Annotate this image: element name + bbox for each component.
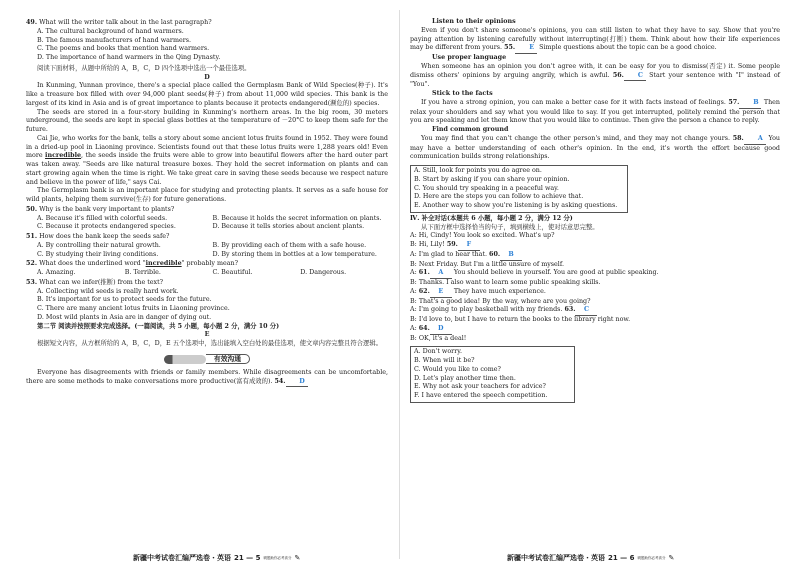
passage-e-intro: Everyone has disagreements with friends or family members. While disagreements can be uncomfortable, there are some methods to make conversations more productive(富有成效的). 54. D [26, 369, 388, 388]
options-box-e [410, 165, 628, 213]
box-option: F. I have entered the speech competition. [414, 392, 548, 399]
page-footer [507, 554, 674, 564]
answer-blank[interactable]: A [744, 135, 766, 145]
page-number: 21 — 5 [234, 554, 261, 563]
question-50 [26, 206, 388, 232]
box-option: A. Still, look for points you do agree on. [414, 167, 542, 174]
passage-e-paragraph: You may find that you can't change the other person's mind, and they may not change yours. 58. A You may have a better understanding of each other's opinion. In the end, it's worth the effort because good communication builds strong relationships. [410, 134, 780, 161]
passage-label-d: D [204, 73, 210, 81]
option-b: B. The famous manufacturers of hand warmers. [37, 36, 192, 44]
option-a: A. The cultural background of hand warmers. [37, 27, 184, 35]
page-footer [133, 554, 300, 564]
underlined-word: incredible [45, 152, 82, 160]
answer-blank[interactable]: A [430, 269, 452, 279]
box-option: E. Why not ask your teachers for advice? [414, 383, 546, 391]
option-a: A. Amazing. [37, 269, 76, 276]
topic-banner [26, 354, 388, 365]
answer-blank[interactable]: B [500, 251, 522, 261]
option-a: A. By controlling their natural growth. [37, 241, 161, 249]
footer-slogan: 刷题助你必考高分 [263, 556, 292, 561]
answer-blank[interactable]: B [739, 99, 761, 109]
question-number: 52. [26, 260, 38, 268]
answer-blank[interactable]: F [458, 241, 480, 251]
box-option: D. Let's play another time then. [414, 374, 516, 382]
section-heading: Stick to the facts [432, 90, 493, 97]
answer-blank[interactable]: D [286, 378, 308, 388]
box-option: C. You should try speaking in a peaceful way. [414, 184, 559, 192]
blank-number: 58. [732, 134, 744, 142]
dialog-line: A: Hi, Cindy! You look so excited. What's up? [410, 232, 555, 240]
blank-number: 57. [728, 98, 740, 106]
question-stem: How does the bank keep the seeds safe? [39, 233, 170, 240]
question-stem: What can we infer(推断) from the text? [39, 278, 164, 286]
answer-blank[interactable]: C [575, 306, 597, 316]
question-stem: What will the writer talk about in the last paragraph? [39, 19, 212, 26]
option-c: C. The poems and books that mention hand warmers. [37, 45, 210, 53]
blank-number: 60. [489, 250, 501, 258]
option-d: D. Because it tells stories about ancient plants. [212, 223, 365, 231]
footer-title: 新疆中考试卷汇编严选卷・英语 [133, 554, 231, 563]
box-option: B. Start by asking if you can share your opinion. [414, 175, 570, 183]
passage-e-paragraph: If you have a strong opinion, you can make a better case for it with facts instead of feelings. 57. B Then relax your shoulders and say what you would like to say. If you get interrupted, politely remind the person that you are speaking and let them know that you would like to continue. Then give the person a chance to reply. [410, 98, 780, 125]
blank-number: 61. [418, 269, 430, 277]
blank-number: 54. [274, 377, 286, 385]
question-number: 49. [26, 19, 38, 26]
option-c: C. There are many ancient lotus fruits in Liaoning province. [37, 305, 230, 312]
passage-e-paragraph: When someone has an opinion you don't agree with, it can be easy for you to dismiss(否定) it. Some people dismiss others' opinions by arguing angrily, which is awful. 56. C Start your sentence with "I" instead of "You". [410, 62, 780, 89]
footer-title: 新疆中考试卷汇编严选卷・英语 [507, 554, 605, 563]
passage-d-paragraph: In Kunming, Yunnan province, there's a special place called the Germplasm Bank of Wild Species(种子). It's like a treasure box filled with over 94,000 plant seeds(种子) from about 11,000 wild species. This bank is the largest of its kind in Asia and is of great importance to plants because it protects endangered(濒危的) species. [26, 82, 388, 107]
question-53 [26, 279, 388, 323]
question-number: 50. [26, 205, 38, 213]
option-a: A. Collecting wild seeds is really hard work. [37, 287, 179, 295]
option-d: D. By storing them in bottles at a low temperature. [212, 250, 377, 258]
answer-blank[interactable]: E [515, 44, 537, 54]
section-4-heading: Ⅳ. 补全对话(本题共 6 小题，每小题 2 分，满分 12 分) [410, 214, 573, 222]
banner-title: 有效沟通 [206, 354, 250, 364]
instruction-4: 从下面方框中选择恰当的句子，填到横线上，使对话意思完整。 [421, 223, 599, 231]
box-option: A. Don't worry. [414, 348, 462, 356]
option-c: C. Beautiful. [212, 269, 253, 276]
box-option: E. Another way to show you're listening is by asking questions. [414, 202, 618, 209]
blank-number: 55. [504, 44, 516, 52]
dialog-line: B: Thanks. I also want to learn some public speaking skills. [410, 279, 601, 286]
blank-number: 56. [612, 71, 624, 79]
options-box-dialog [410, 346, 575, 403]
dialogue [410, 232, 780, 343]
quoted-word: incredible [145, 260, 182, 268]
section-2-heading: 第二节 阅读并按照要求完成选择。(一篇阅读，共 5 小题，每小题 2 分，满分 10 分) [37, 322, 280, 330]
passage-e-paragraph: Even if you don't share someone's opinions, you can still listen to what they have to say. Show that you're paying attention by listening carefully without interrupting(打断) them. Think about how their life experiences may be different from yours. 55. E Simple questions about the topic can be a good choice. [410, 27, 780, 54]
dialog-line: B: Hi, Lily! 59. F [410, 241, 780, 251]
option-d: D. The importance of hand warmers in the Qing Dynasty. [37, 54, 221, 61]
option-c: C. Because it protects endangered species. [37, 223, 176, 231]
question-49 [26, 19, 388, 63]
section-heading: Find common ground [432, 126, 509, 133]
instruction-e: 根据短文内容，从方框所给的 A，B，C，D，E 五个选项中，选出能填入空白处的最佳选项，使文章内容完整且符合逻辑。 [37, 340, 383, 347]
answer-blank[interactable]: C [624, 72, 646, 82]
page-number: 21 — 6 [608, 554, 635, 563]
blank-number: 62. [418, 287, 430, 295]
blank-number: 63. [564, 306, 576, 314]
passage-d-paragraph: The seeds are stored in a four-story building in Kunming's northern areas. In the big room, 30 meters underground, the seeds are kept in special glass bottles at the temperature of －20°C to keep them safe for the future. [26, 108, 388, 133]
dialog-line: B: That's a good idea! By the way, where are you going? [410, 297, 591, 305]
option-d: D. Dangerous. [300, 269, 347, 276]
option-b: B. It's important for us to protect seeds for the future. [37, 296, 212, 304]
right-page [400, 0, 800, 569]
option-c: C. By studying their living conditions. [37, 250, 159, 258]
answer-blank[interactable]: E [430, 288, 452, 298]
question-number: 51. [26, 233, 38, 240]
option-b: B. Terrible. [124, 269, 161, 276]
question-stem: Why is the bank very important to plants? [39, 205, 175, 213]
section-heading: Use proper language [432, 54, 507, 61]
passage-d-paragraph: The Germplasm bank is an important place for studying and protecting plants. It serves as a safe house for wild plants, helping them survive(生存) for future generations. [26, 187, 388, 203]
option-b: B. By providing each of them with a safe house. [212, 241, 367, 249]
dialog-line: A: I'm going to play basketball with my friends. 63. C [410, 306, 780, 316]
question-51 [26, 233, 388, 259]
dialog-line: A: I'm glad to hear that. 60. B [410, 251, 780, 261]
passage-label-e: E [204, 331, 210, 339]
box-option: B. When will it be? [414, 357, 475, 364]
dialog-line: B: Next Friday. But I'm a little unsure of myself. [410, 260, 564, 268]
footer-slogan: 刷题助你必考高分 [637, 556, 666, 561]
blank-number: 64. [418, 324, 430, 332]
question-52: 52. What does the underlined word "incredible" probably mean? A. Amazing. B. Terrible. C. Beautiful. D. Dangerous. [26, 260, 388, 278]
blank-number: 59. [446, 241, 458, 248]
dialog-line: A: 64. D [410, 325, 780, 335]
option-a: A. Because it's filled with colorful seeds. [37, 214, 168, 222]
option-b: B. Because it holds the secret information on plants. [212, 214, 382, 222]
pencil-icon: ✎ [294, 554, 301, 563]
answer-blank[interactable]: D [430, 325, 452, 335]
banner-decoration-icon [164, 355, 206, 364]
dialog-line: B: OK, it's a deal! [410, 334, 467, 342]
passage-d-paragraph: Cai Jie, who works for the bank, tells a story about some ancient lotus fruits found in 1952. They were found in a dried-up pool in Liaoning province. Scientists found out that these lotus fruits were 1,288 years old! Even more incredible, the seeds inside the fruits were able to grow into beautiful flowers after the hard outer part was taken away. "Seeds are like natural treasure boxes. They hold the secret information on plants and can start growing again when the time is right. We take great care in saving these seeds because we respect nature and believe in the power of life," says Cai. [26, 134, 388, 186]
pencil-icon: ✎ [668, 554, 675, 563]
instruction-d: 阅读下面材料，从题中所给的 A，B，C，D 四个选项中选出一个最佳选项。 [37, 64, 251, 72]
box-option: D. Here are the steps you can follow to achieve that. [414, 193, 584, 201]
dialog-line: A: 61. A You should believe in yourself. You are good at public speaking. [410, 269, 780, 279]
box-option: C. Would you like to come? [414, 365, 501, 373]
dialog-line: A: 62. E They have much experience. [410, 288, 780, 298]
option-d: D. Most wild plants in Asia are in danger of dying out. [37, 313, 212, 321]
section-heading: Listen to their opinions [432, 18, 516, 25]
question-number: 53. [26, 278, 38, 286]
dialog-line: B: I'd love to, but I have to return the books to the library right now. [410, 316, 631, 323]
